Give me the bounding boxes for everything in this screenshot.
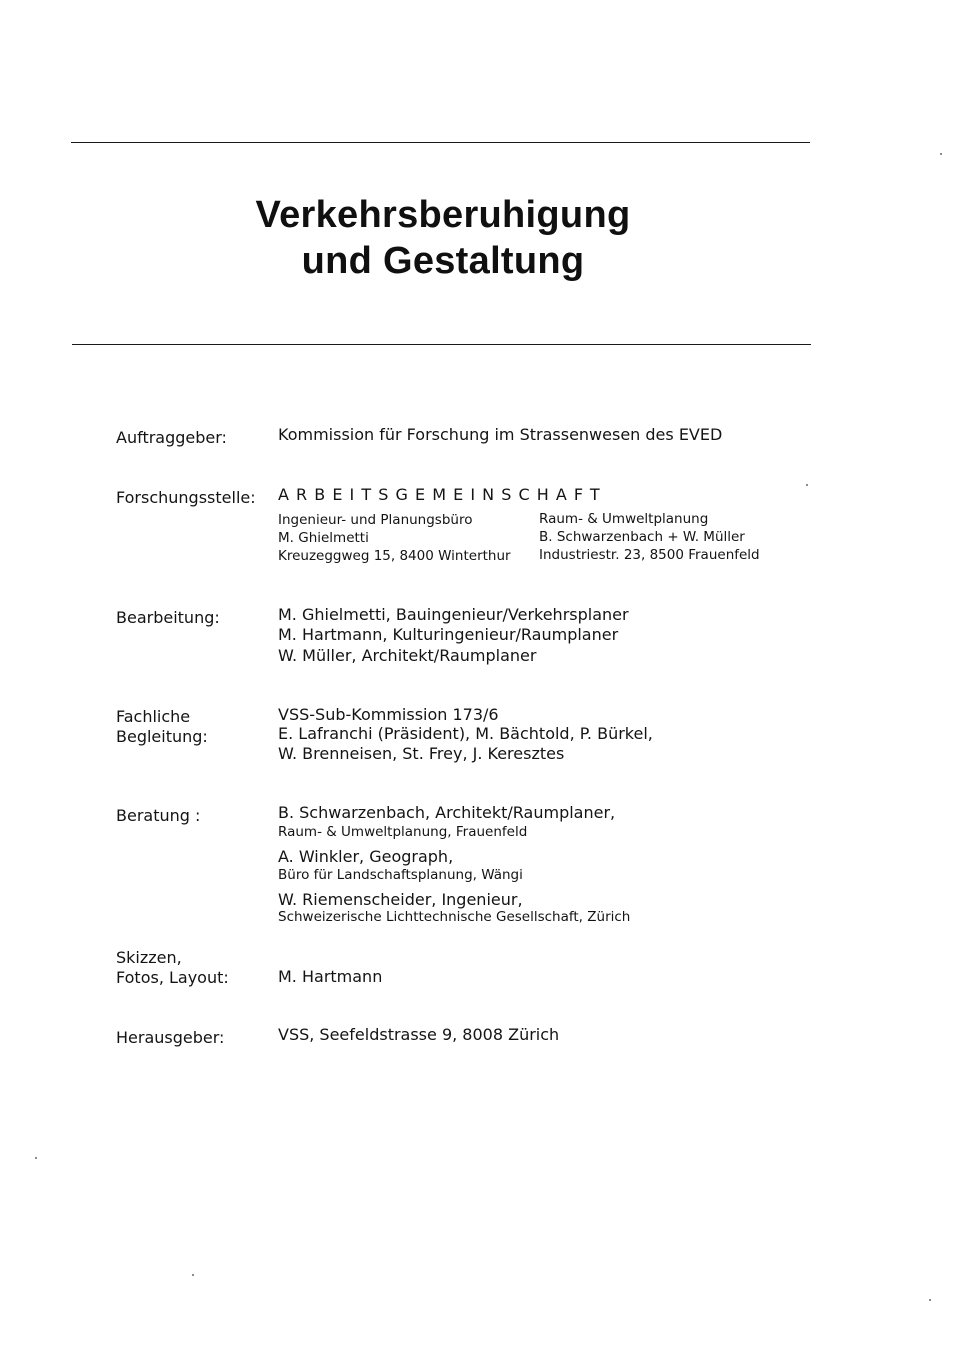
top-rule bbox=[71, 142, 810, 143]
document-title bbox=[0, 192, 886, 284]
beratung-advisor-2-org: Büro für Landschaftsplanung, Wängi bbox=[278, 867, 523, 883]
scan-speck bbox=[806, 484, 808, 486]
scan-speck bbox=[940, 153, 942, 155]
bearbeitung-label: Bearbeitung: bbox=[116, 608, 220, 627]
skizzen-label-line-2: Fotos, Layout: bbox=[116, 968, 229, 987]
fachliche-label-line-1: Fachliche bbox=[116, 707, 191, 726]
beratung-advisor-2-name: A. Winkler, Geograph, bbox=[278, 847, 454, 866]
forschungsstelle-heading: ARBEITSGEMEINSCHAFT bbox=[278, 485, 607, 504]
beratung-advisor-3-org: Schweizerische Lichttechnische Gesellschaft, Zürich bbox=[278, 909, 631, 925]
herausgeber-label: Herausgeber: bbox=[116, 1028, 225, 1047]
forschungsstelle-left-line-1: Ingenieur- und Planungsbüro bbox=[278, 512, 473, 528]
herausgeber-value: VSS, Seefeldstrasse 9, 8008 Zürich bbox=[278, 1025, 560, 1044]
skizzen-label-line-1: Skizzen, bbox=[116, 948, 182, 967]
scan-speck bbox=[929, 1299, 931, 1301]
title-line-2: und Gestaltung bbox=[301, 240, 585, 282]
scan-speck bbox=[192, 1274, 194, 1276]
skizzen-value: M. Hartmann bbox=[278, 967, 383, 986]
beratung-advisor-1-org: Raum- & Umweltplanung, Frauenfeld bbox=[278, 824, 528, 840]
fachliche-label-line-2: Begleitung: bbox=[116, 727, 208, 746]
fachliche-line-2: E. Lafranchi (Präsident), M. Bächtold, P. Bürkel, bbox=[278, 724, 653, 743]
bearbeitung-line-2: M. Hartmann, Kulturingenieur/Raumplaner bbox=[278, 625, 619, 644]
bearbeitung-line-1: M. Ghielmetti, Bauingenieur/Verkehrsplaner bbox=[278, 605, 629, 624]
auftraggeber-value: Kommission für Forschung im Strassenwesen des EVED bbox=[278, 425, 723, 444]
auftraggeber-label: Auftraggeber: bbox=[116, 428, 227, 447]
beratung-advisor-3-name: W. Riemenscheider, Ingenieur, bbox=[278, 890, 523, 909]
forschungsstelle-left-line-3: Kreuzeggweg 15, 8400 Winterthur bbox=[278, 548, 511, 564]
forschungsstelle-left-line-2: M. Ghielmetti bbox=[278, 530, 369, 546]
bearbeitung-line-3: W. Müller, Architekt/Raumplaner bbox=[278, 646, 537, 665]
beratung-label: Beratung : bbox=[116, 806, 201, 825]
fachliche-line-3: W. Brenneisen, St. Frey, J. Keresztes bbox=[278, 744, 565, 763]
scan-speck bbox=[35, 1157, 37, 1159]
forschungsstelle-right-line-1: Raum- & Umweltplanung bbox=[539, 511, 709, 527]
forschungsstelle-right-line-2: B. Schwarzenbach + W. Müller bbox=[539, 529, 745, 545]
fachliche-line-1: VSS-Sub-Kommission 173/6 bbox=[278, 705, 499, 724]
beratung-advisor-1-name: B. Schwarzenbach, Architekt/Raumplaner, bbox=[278, 803, 616, 822]
bottom-rule bbox=[72, 344, 811, 345]
forschungsstelle-label: Forschungsstelle: bbox=[116, 488, 256, 507]
forschungsstelle-right-line-3: Industriestr. 23, 8500 Frauenfeld bbox=[539, 547, 760, 563]
title-line-1: Verkehrsberuhigung bbox=[255, 194, 631, 236]
